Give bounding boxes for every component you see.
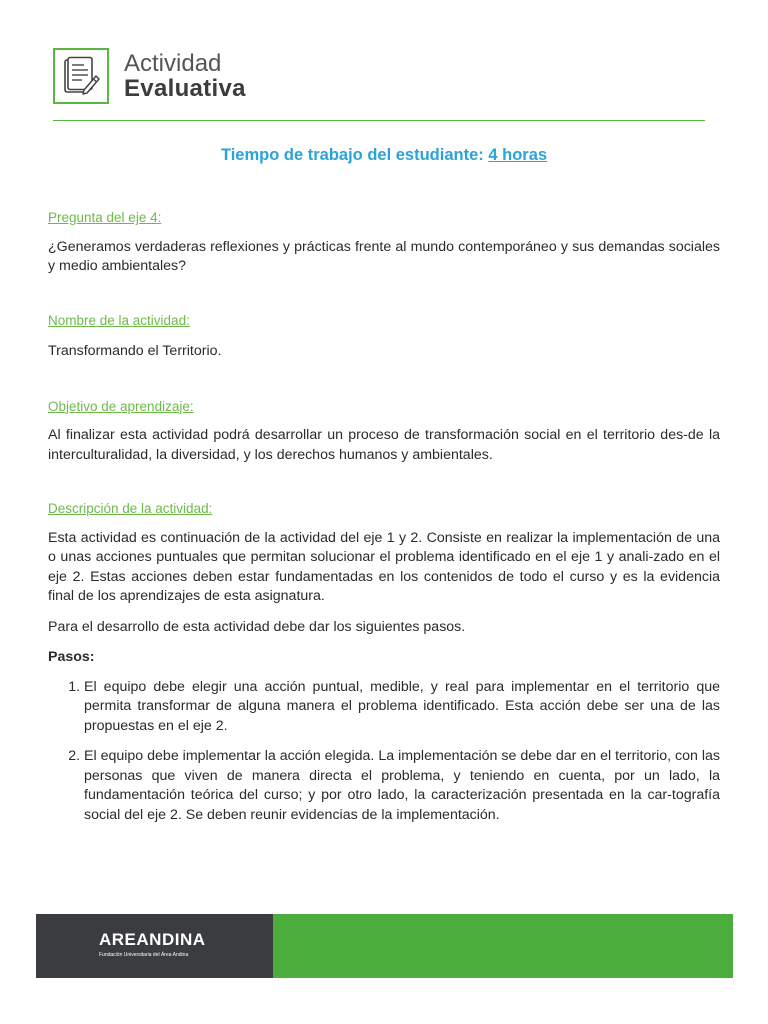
header <box>53 48 713 106</box>
content <box>48 208 720 825</box>
study-time-label: Tiempo de trabajo del estudiante: <box>220 146 489 164</box>
study-time-hours: 4 horas <box>488 146 548 164</box>
steps-title: Pasos: <box>48 649 95 665</box>
brand-subtitle: Fundación Universitaria del Área Andina <box>99 952 189 958</box>
objective-label: Objetivo de aprendizaje: <box>48 398 194 414</box>
footer-brand-panel <box>36 914 273 978</box>
footer-green-band <box>273 914 733 978</box>
steps-list <box>48 678 720 826</box>
step-item: 1. El equipo debe elegir una acción puntual, medible, y real para implementar en el territorio que permita transformar de alguna manera el problema identificado. Esta acción debe ser una de las propuestas en el eje 2. <box>84 678 720 737</box>
document-pencil-icon <box>62 56 102 98</box>
step-item: 2. El equipo debe implementar la acción elegida. La implementación se debe dar en el territorio, con las personas que viven de manera directa el problema, y teniendo en cuenta, por un lado, la fundamentación teórica del curso; y por otro lado, la caracterización presentada en la car-tografía social del eje 2. Se deben reunir evidencias de la implementación. <box>84 747 720 825</box>
activity-name-text: Transformando el Territorio. <box>48 343 222 359</box>
description-steps-intro: Para el desarrollo de esta actividad debe dar los siguientes pasos. <box>48 618 466 635</box>
header-title-line2: Evaluativa <box>124 75 246 102</box>
question-label: Pregunta del eje 4: <box>48 210 162 225</box>
footer <box>36 914 733 978</box>
description-label: Descripción de la actividad: <box>48 501 213 516</box>
description-text: Esta actividad es continuación de la actividad del eje 1 y 2. Consiste en realizar la implementación de una o unas acciones puntuales que permitan solucionar el problema identificado en el eje 1 y anali-zado en el eje 2. Estas acciones deben estar fundamentadas en los contenidos de todo el curso y es la evidencia final de los aprendizajes de esta asignatura. <box>48 529 720 604</box>
study-time <box>0 146 768 165</box>
header-divider <box>53 120 705 121</box>
brand-logo: AREANDINA <box>99 930 206 949</box>
header-title-line1: Actividad <box>124 50 222 77</box>
activity-logo <box>53 48 109 104</box>
question-text: ¿Generamos verdaderas reflexiones y prácticas frente al mundo contemporáneo y sus demandas sociales y medio ambientales? <box>48 238 720 274</box>
objective-text: Al finalizar esta actividad podrá desarrollar un proceso de transformación social en el territorio des-de la interculturalidad, la diversidad, y los derechos humanos y ambientales. <box>48 427 720 463</box>
activity-name-label: Nombre de la actividad: <box>48 312 190 328</box>
